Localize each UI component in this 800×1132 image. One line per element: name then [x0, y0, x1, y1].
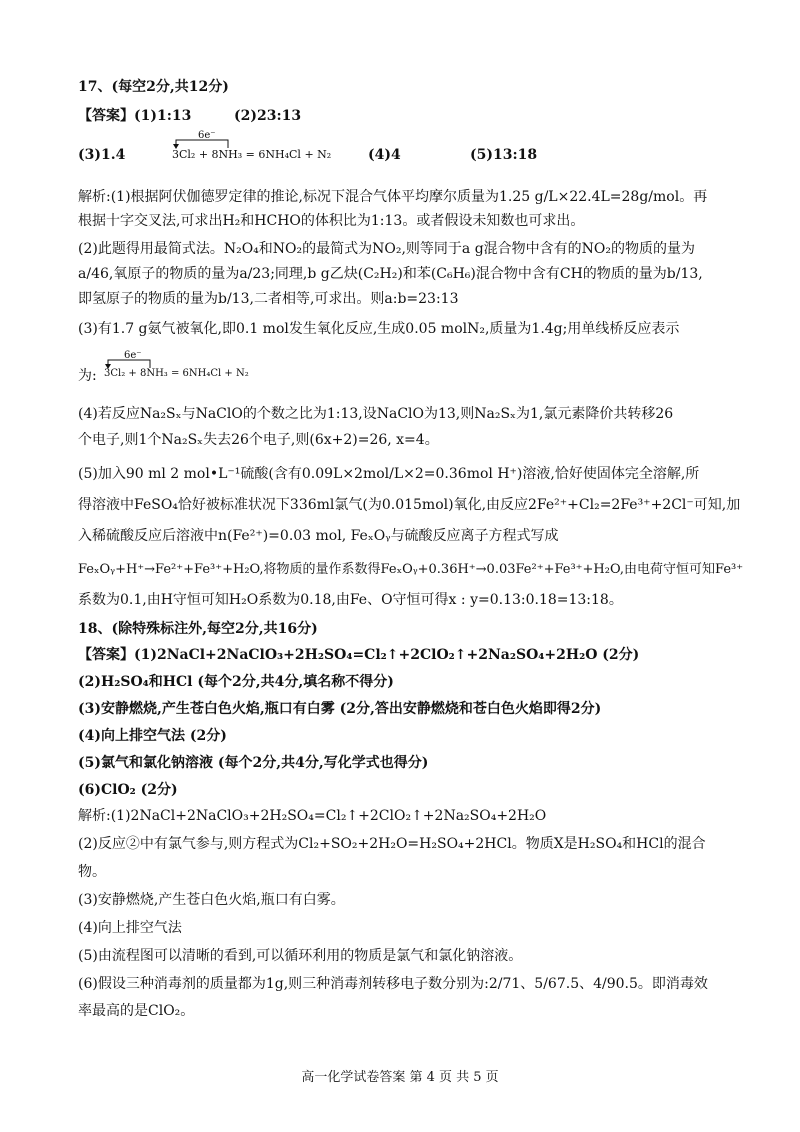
q17-bridge-equation — [172, 130, 342, 170]
q18-ans6: (6)ClO₂ (2分) — [78, 782, 178, 798]
q17-exp5-line5: 系数为0.1,由H守恒可知H₂O系数为0.18,由Fe、O守恒可得x : y=0.13:0.18=13:18。 — [78, 592, 623, 608]
q17-exp5-line4: FeₓOᵧ+H⁺→Fe²⁺+Fe³⁺+H₂O,将物质的量作系数得FeₓOᵧ+0.36H⁺→0.03Fe²⁺+Fe³⁺+H₂O,由电荷守恒可知Fe³⁺ — [78, 562, 744, 577]
q18-ans4: (4)向上排空气法 (2分) — [78, 728, 227, 744]
answer-tag: 【答案】 — [78, 108, 134, 124]
electron-transfer-arrow-icon — [172, 130, 292, 150]
q17-exp4-line1: (4)若反应Na₂Sₓ与NaClO的个数之比为1:13,设NaClO为13,则Na₂Sₓ为1,氯元素降价共转移26 — [78, 406, 674, 422]
q17-ans4: (4)4 — [368, 147, 401, 163]
electron-transfer-arrow-icon — [104, 350, 224, 370]
q17-exp1-line1: 解析:(1)根据阿伏伽德罗定律的推论,标况下混合气体平均摩尔质量为1.25 g/L×22.4L=28g/mol。再 — [78, 189, 708, 205]
q17-exp4-line2: 个电子,则1个Na₂Sₓ失去26个电子,则(6x+2)=26, x=4。 — [78, 432, 439, 448]
q17-ans3: (3)1.4 — [78, 147, 126, 163]
q18-exp4: (4)向上排空气法 — [78, 920, 182, 936]
bridge-equation-text: 3Cl₂ + 8NH₃ = 6NH₄Cl + N₂ — [104, 368, 249, 379]
q18-exp2-line1: (2)反应②中有氯气参与,则方程式为Cl₂+SO₂+2H₂O=H₂SO₄+2HCl。物质X是H₂SO₄和HCl的混合 — [78, 836, 706, 852]
q17-exp1-line2: 根据十字交叉法,可求出H₂和HCHO的体积比为1:13。或者假设未知数也可求出。 — [78, 213, 585, 229]
q17-exp2-line1: (2)此题得用最简式法。N₂O₄和NO₂的最简式为NO₂,则等同于a g混合物中含有的NO₂的物质的量为 — [78, 241, 696, 257]
q18-exp2-line2: 物。 — [78, 864, 106, 880]
q17-answer-row-1 — [78, 106, 738, 126]
q17-ans2: (2)23:13 — [234, 108, 302, 124]
q18-ans1: 【答案】(1)2NaCl+2NaClO₃+2H₂SO₄=Cl₂↑+2ClO₂↑+2Na₂SO₄+2H₂O (2分) — [78, 647, 640, 663]
q17-exp3-line1: (3)有1.7 g氨气被氧化,即0.1 mol发生氧化反应,生成0.05 molN₂,质量为1.4g;用单线桥反应表示 — [78, 321, 680, 337]
q18-exp5: (5)由流程图可以清晰的看到,可以循环利用的物质是氯气和氯化钠溶液。 — [78, 948, 523, 964]
q17-exp5-line1: (5)加入90 ml 2 mol•L⁻¹硫酸(含有0.09L×2mol/L×2=0.36mol H⁺)溶液,恰好使固体完全溶解,所 — [78, 466, 700, 482]
q18-ans2: (2)H₂SO₄和HCl (每个2分,共4分,填名称不得分) — [78, 674, 394, 690]
electron-label: 6e⁻ — [198, 130, 216, 141]
q18-exp6-line2: 率最高的是ClO₂。 — [78, 1003, 195, 1019]
electron-label: 6e⁻ — [124, 350, 142, 361]
q17-ans1: (1)1:13 — [134, 108, 192, 124]
q17-exp5-line2: 得溶液中FeSO₄恰好被标准状况下336ml氯气(为0.015mol)氧化,由反应2Fe²⁺+Cl₂=2Fe³⁺+2Cl⁻可知,加 — [78, 497, 741, 513]
q18-header: 18、(除特殊标注外,每空2分,共16分) — [78, 621, 318, 637]
q18-ans3: (3)安静燃烧,产生苍白色火焰,瓶口有白雾 (2分,答出安静燃烧和苍白色火焰即得2分) — [78, 701, 602, 717]
q17-ans5: (5)13:18 — [470, 147, 538, 163]
q17-exp2-line3: 即氢原子的物质的量为b/13,二者相等,可求出。则a:b=23:13 — [78, 291, 459, 307]
q18-exp1: 解析:(1)2NaCl+2NaClO₃+2H₂SO₄=Cl₂↑+2ClO₂↑+2Na₂SO₄+2H₂O — [78, 808, 547, 824]
q18-exp3: (3)安静燃烧,产生苍白色火焰,瓶口有白雾。 — [78, 892, 345, 908]
q18-exp6-line1: (6)假设三种消毒剂的质量都为1g,则三种消毒剂转移电子数分别为:2/71、5/67.5、4/90.5。即消毒效 — [78, 976, 708, 992]
q17-exp3-line2: 为: — [78, 368, 97, 384]
q17-header: 17、(每空2分,共12分) — [78, 79, 229, 95]
q17-exp5-line3: 入稀硫酸反应后溶液中n(Fe²⁺)=0.03 mol, FeₓOᵧ与硫酸反应离子方程式写成 — [78, 528, 559, 544]
q17-exp3-bridge-equation — [104, 350, 274, 390]
q17-exp2-line2: a/46,氧原子的物质的量为a/23;同理,b g乙炔(C₂H₂)和苯(C₆H₆)混合物中含有CH的物质的量为b/13, — [78, 266, 703, 282]
q18-ans5: (5)氯气和氯化钠溶液 (每个2分,共4分,写化学式也得分) — [78, 755, 429, 771]
bridge-equation-text: 3Cl₂ + 8NH₃ = 6NH₄Cl + N₂ — [172, 148, 332, 161]
page-footer: 高一化学试卷答案 第 4 页 共 5 页 — [301, 1070, 499, 1085]
